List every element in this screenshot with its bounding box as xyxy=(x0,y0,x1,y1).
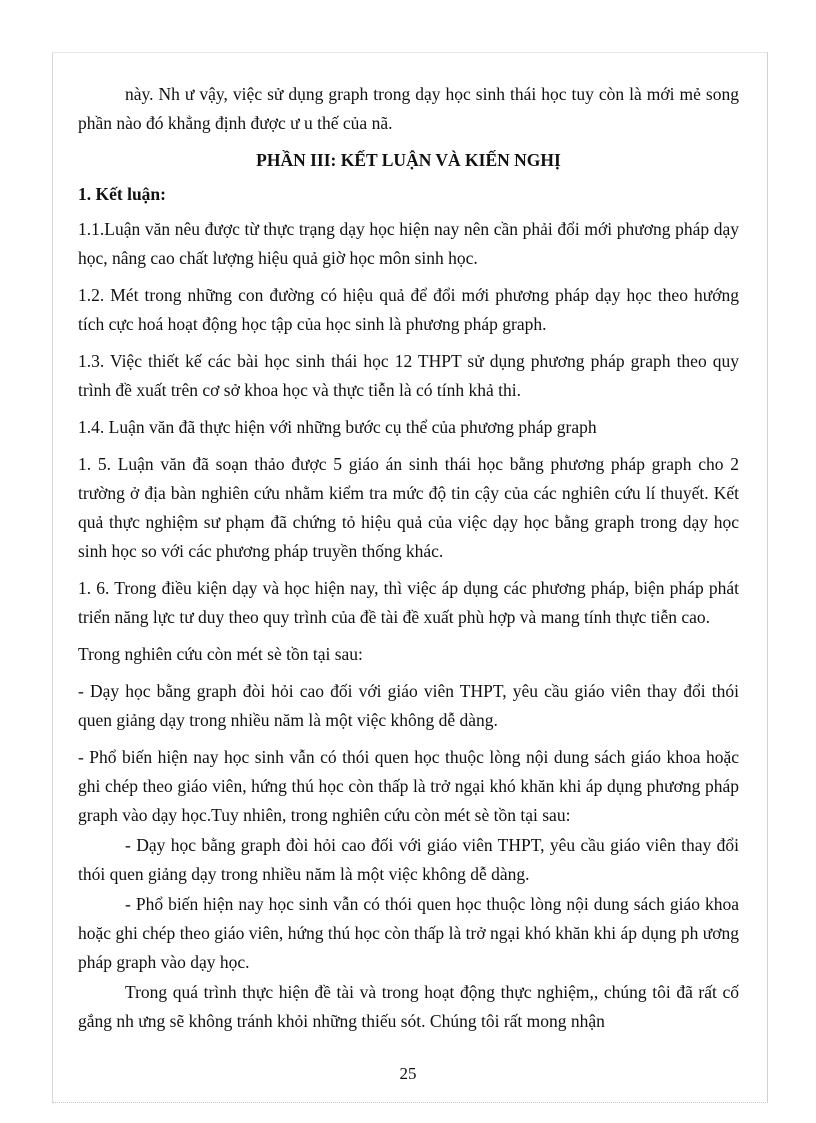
section-heading: PHẦN III: KẾT LUẬN VÀ KIẾN NGHỊ xyxy=(256,150,561,170)
limitation-item-1: - Dạy học bằng graph đòi hỏi cao đối với giáo viên THPT, yêu cầu giáo viên thay đổi thói quen giảng dạy trong nhiều năm là một việc không dễ dàng. xyxy=(78,681,739,730)
limitations-intro: Trong nghiên cứu còn mét sè tồn tại sau: xyxy=(78,644,363,664)
document-body xyxy=(78,80,739,1037)
page-bottom-divider xyxy=(52,1102,766,1103)
conclusion-item-1-2: 1.2. Mét trong những con đường có hiệu quả để đổi mới phương pháp dạy học theo hướng tích cực hoá hoạt động học tập của học sinh là phương pháp graph. xyxy=(78,285,739,334)
limitation-item-4: - Phổ biến hiện nay học sinh vẫn có thói quen học thuộc lòng nội dung sách giáo khoa hoặc ghi chép theo giáo viên, hứng thú học còn thấp là trở ngại khó khăn khi áp dụng ph ương pháp graph vào dạy học. xyxy=(78,894,739,972)
page-number: 25 xyxy=(399,1064,417,1083)
closing-paragraph: Trong quá trình thực hiện đề tài và trong hoạt động thực nghiệm,, chúng tôi đã rất cố gắng nh ưng sẽ không tránh khỏi những thiếu sót. Chúng tôi rất mong nhận xyxy=(78,982,739,1031)
conclusion-item-1-3: 1.3. Việc thiết kế các bài học sinh thái học 12 THPT sử dụng phương pháp graph theo quy trình đề xuất trên cơ sở khoa học và thực tiễn là có tính khả thi. xyxy=(78,351,739,400)
conclusion-item-1-1: 1.1.Luận văn nêu được từ thực trạng dạy học hiện nay nên cần phải đổi mới phương pháp dạy học, nâng cao chất lượng hiệu quả giờ học môn sinh học. xyxy=(78,219,739,268)
limitation-item-3: - Dạy học bằng graph đòi hỏi cao đối với giáo viên THPT, yêu cầu giáo viên thay đổi thói quen giảng dạy trong nhiều năm là một việc không dễ dàng. xyxy=(78,835,739,884)
conclusion-item-1-4: 1.4. Luận văn đã thực hiện với những bước cụ thể của phương pháp graph xyxy=(78,417,597,437)
conclusion-subheading: 1. Kết luận: xyxy=(78,184,166,204)
conclusion-item-1-6: 1. 6. Trong điều kiện dạy và học hiện nay, thì việc áp dụng các phương pháp, biện pháp phát triển năng lực tư duy theo quy trình của đề tài đề xuất phù hợp và mang tính thực tiễn cao. xyxy=(78,578,739,627)
limitation-item-2: - Phổ biến hiện nay học sinh vẫn có thói quen học thuộc lòng nội dung sách giáo khoa hoặc ghi chép theo giáo viên, hứng thú học còn thấp là trở ngại khó khăn khi áp dụng phương pháp graph vào dạy học.Tuy nhiên, trong nghiên cứu còn mét sè tồn tại sau: xyxy=(78,747,739,825)
conclusion-item-1-5: 1. 5. Luận văn đã soạn thảo được 5 giáo án sinh thái học bằng phương pháp graph cho 2 trường ở địa bàn nghiên cứu nhằm kiểm tra mức độ tin cậy của các nghiên cứu lí thuyết. Kết quả thực nghiệm sư phạm đã chứng tỏ hiệu quả của việc dạy học bằng graph trong dạy học sinh học so với các phương pháp truyền thống khác. xyxy=(78,454,739,561)
intro-paragraph: này. Nh ư vậy, việc sử dụng graph trong dạy học sinh thái học tuy còn là mới mẻ song phần nào đó khẳng định được ư u thế của nã. xyxy=(78,84,739,133)
